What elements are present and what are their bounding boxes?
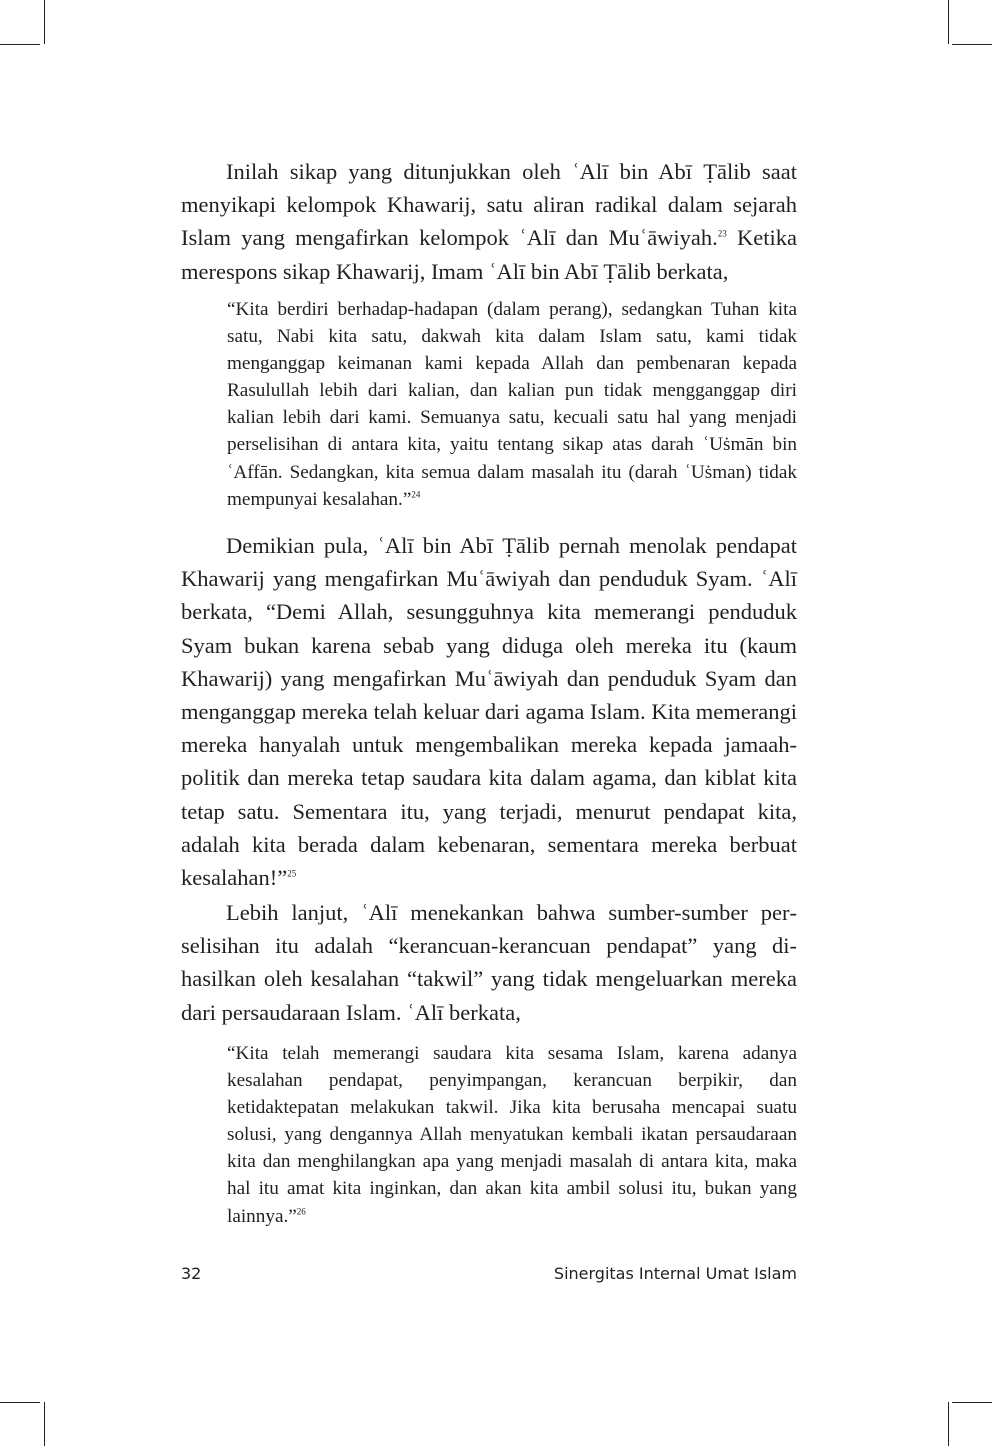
paragraph-1-text: Inilah sikap yang ditunjukkan oleh ʿAlī bin Abī Ṭālib saat menyikapi kelompok Khawarij, satu aliran radikal dalam sejarah Islam yang mengafirkan kelompok ʿAlī dan Muʿāwiyah. (181, 159, 797, 251)
block-quote-2 (181, 1040, 797, 1230)
page-footer (181, 1264, 797, 1292)
paragraph-3-text: Lebih lanjut, ʿAlī menekankan bahwa sumber-sumber perselisihan itu adalah “kerancuan-kerancuan pendapat” yang dihasilkan oleh kesalahan “takwil” yang tidak mengeluarkan mereka dari persaudaraan Islam. ʿAlī berkata, (181, 900, 797, 1025)
page-number: 32 (181, 1264, 202, 1283)
crop-mark-top-right-h (952, 44, 992, 45)
block-quote-1-text: “Kita berdiri berhadap-hadapan (dalam perang), sedangkan Tuhan kita satu, Nabi kita satu, dakwah kita dalam Islam satu, kami tidak menganggap keimanan kami kepada Allah dan pembenaran kepada Rasulullah lebih dari kalian, dan kalian pun tidak mengganggap diri kalian lebih dari kami. Semuanya satu, kecuali satu hal yang menjadi perselisihan di antara kita, yaitu tentang sikap atas darah ʿUṡmān bin ʿAffān. Sedangkan, kita semua dalam masalah itu (darah ʿUṡman) tidak mempunyai kesalahan.” (227, 299, 797, 510)
crop-mark-top-left-h (0, 44, 40, 45)
block-quote-2-text: “Kita telah memerangi saudara kita sesama Islam, karena adanya kesalahan pendapat, penyimpangan, kerancuan berpikir, dan ketidaktepatan melakukan takwil. Jika kita berusaha mencapai suatu solusi, yang dengannya Allah menyatukan kembali ikatan persaudaraan kita dan menghilangkan apa yang menjadi masalah di antara kita, maka hal itu amat kita inginkan, dan akan kita ambil solusi itu, bukan yang lainnya.” (227, 1043, 797, 1227)
running-title: Sinergitas Internal Umat Islam (553, 1264, 797, 1283)
crop-mark-top-right (948, 0, 949, 44)
crop-mark-bottom-left (44, 1402, 45, 1446)
paragraph-2-text: Demikian pula, ʿAlī bin Abī Ṭālib pernah menolak pendapat Khawarij yang mengafirkan Muʿāwiyah dan penduduk Syam. ʿAlī berkata, “Demi Allah, sesungguhnya kita memerangi penduduk Syam bukan karena sebab yang diduga oleh mereka itu (kaum Khawarij) yang mengafirkan Muʿāwiyah dan penduduk Syam dan menganggap mereka telah keluar dari agama Islam. Kita memerangi mereka hanyalah untuk mengembalikan mereka kepada jamaah-politik dan mereka tetap saudara kita dalam agama, dan kiblat kita tetap satu. Sementara itu, yang terjadi, menurut pendapat kita, adalah kita berada dalam kebenaran, sementara mereka berbuat kesalahan!” (181, 533, 797, 891)
crop-mark-bottom-right-h (952, 1402, 992, 1403)
paragraph-3 (181, 896, 797, 1029)
footnote-ref-23: 23 (717, 228, 727, 239)
paragraph-1 (181, 155, 797, 288)
crop-mark-bottom-left-h (0, 1402, 40, 1403)
footnote-ref-24: 24 (411, 489, 421, 500)
crop-mark-bottom-right (948, 1402, 949, 1446)
crop-mark-top-left (44, 0, 45, 44)
block-quote-1 (181, 296, 797, 513)
paragraph-2 (181, 529, 797, 894)
footnote-ref-25: 25 (287, 868, 297, 879)
paragraph-1-text-cont: Ketika merespons sikap Khawarij, Imam ʿAlī bin Abī Ṭālib berkata, (181, 225, 797, 284)
footnote-ref-26: 26 (296, 1206, 306, 1217)
